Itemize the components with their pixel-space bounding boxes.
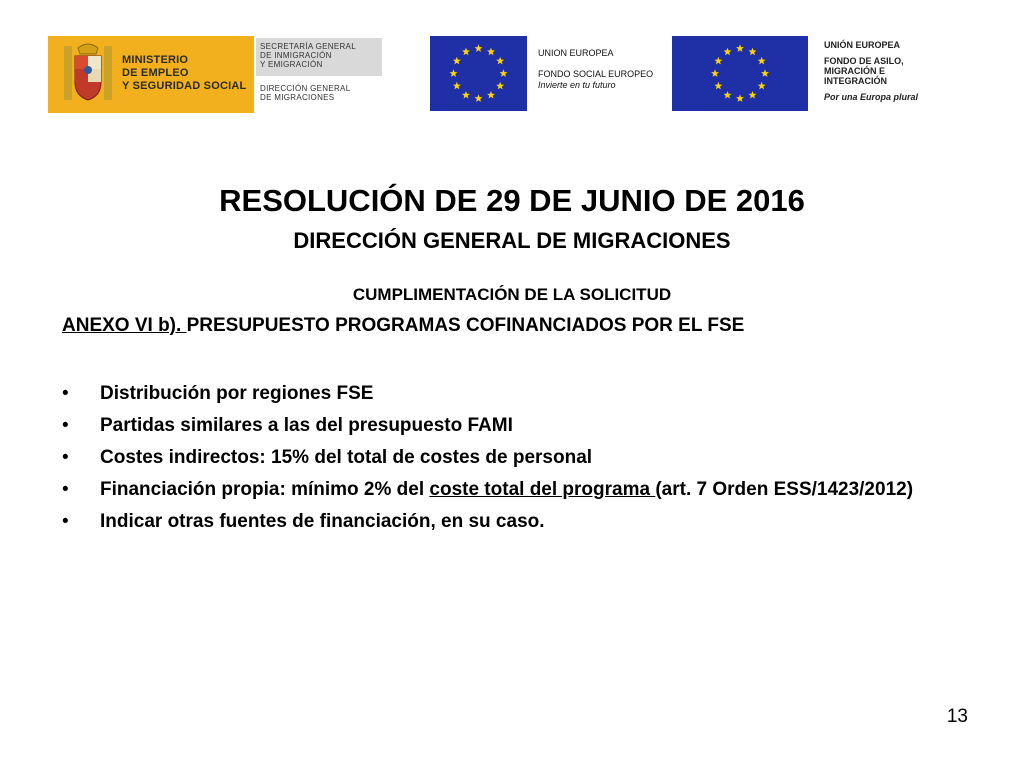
annex-title: PRESUPUESTO PROGRAMAS COFINANCIADOS POR EL FSE [186,315,745,336]
star-icon [736,94,744,102]
eu-fse-text: UNION EUROPEA FONDO SOCIAL EUROPEO Invierte en tu futuro [538,48,654,90]
star-icon [496,82,504,90]
star-icon [475,94,483,102]
bullet-icon: • [62,447,69,468]
star-icon [487,91,495,99]
star-icon [758,82,766,90]
list-item: • Financiación propia: mínimo 2% del coste total del programa (art. 7 Orden ESS/1423/2012) [62,479,914,500]
list-item: • Costes indirectos: 15% del total de costes de personal [62,447,593,468]
list-item: • Indicar otras fuentes de financiación, en su caso. [62,511,545,532]
eu-stars-icon [672,36,808,111]
page-number: 13 [946,706,968,727]
star-icon [462,91,470,99]
eu-stars-icon [430,36,527,111]
annex-label: ANEXO VI b). [62,315,187,336]
star-icon [450,69,458,77]
list-item: • Distribución por regiones FSE [62,383,374,404]
star-icon [714,57,722,65]
bullet-icon: • [62,511,69,532]
eu-fami-text: UNIÓN EUROPEA FONDO DE ASILO, MIGRACIÓN E INTEGRACIÓN Por una Europa plural [824,40,919,102]
ministerio-logo [48,36,254,113]
star-icon [758,57,766,65]
coat-of-arms-icon [58,42,118,107]
section-heading: CUMPLIMENTACIÓN DE LA SOLICITUD [352,285,672,304]
bullet-icon: • [62,383,69,404]
ministerio-name: MINISTERIO DE EMPLEO Y SEGURIDAD SOCIAL [122,54,247,92]
bullet-icon: • [62,415,69,436]
star-icon [736,44,744,52]
star-icon [724,48,732,56]
star-icon [761,69,769,77]
secretaria-logo [254,36,382,113]
slide-title: RESOLUCIÓN DE 29 DE JUNIO DE 2016 [219,183,805,218]
star-icon [724,91,732,99]
star-icon [500,69,508,77]
star-icon [711,69,719,77]
star-icon [496,57,504,65]
bullet-icon: • [62,479,69,500]
star-icon [453,57,461,65]
list-item: • Partidas similares a las del presupuesto FAMI [62,415,513,436]
star-icon [749,48,757,56]
star-icon [714,82,722,90]
star-icon [487,48,495,56]
star-icon [453,82,461,90]
eu-flag-icon [672,36,808,111]
star-icon [749,91,757,99]
star-icon [462,48,470,56]
annex-heading [62,315,744,337]
direccion-name: DIRECCIÓN GENERAL DE MIGRACIONES [260,84,351,102]
secretaria-name: SECRETARÍA GENERAL DE INMIGRACIÓN Y EMIGRACIÓN [260,42,356,69]
eu-flag-icon [430,36,527,111]
slide-subtitle: DIRECCIÓN GENERAL DE MIGRACIONES [293,228,731,253]
star-icon [475,44,483,52]
bullet-list [62,382,942,542]
